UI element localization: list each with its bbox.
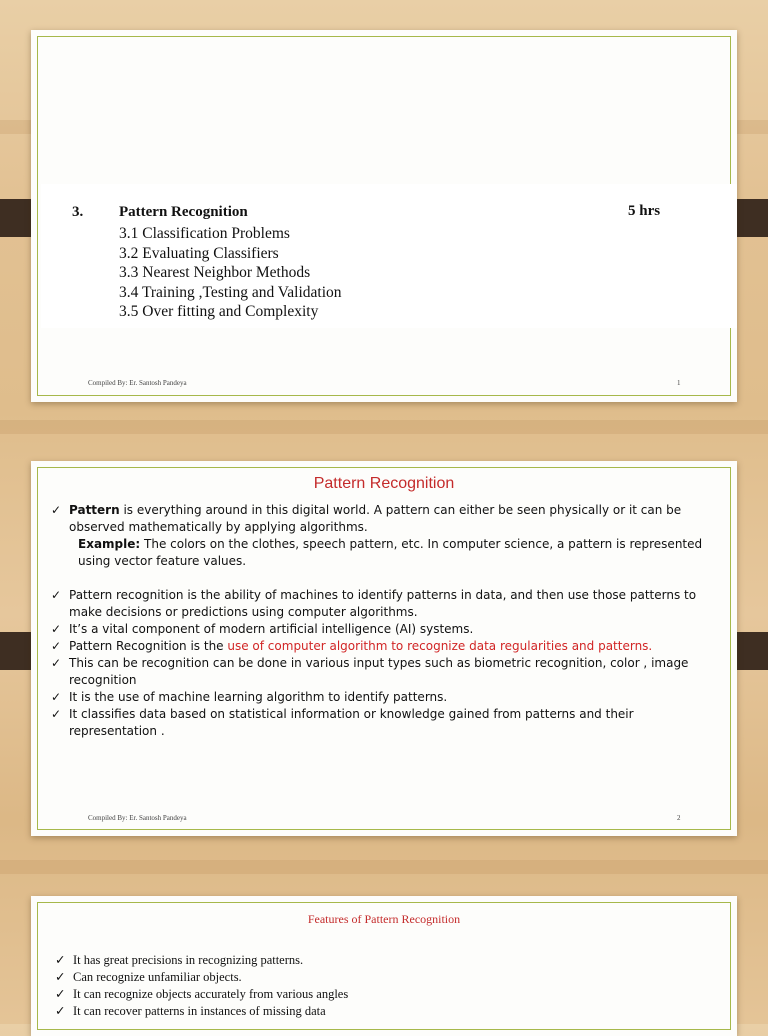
bullet-text: Can recognize unfamiliar objects. bbox=[73, 970, 242, 984]
subtopic-list bbox=[119, 224, 342, 322]
highlighted-definition: use of computer algorithm to recognize data regularities and patterns. bbox=[227, 639, 653, 653]
bullet-text: It’s a vital component of modern artificial intelligence (AI) systems. bbox=[69, 622, 474, 636]
example-text: The colors on the clothes, speech pattern, etc. In computer science, a pattern is represented using vector feature values. bbox=[78, 537, 703, 568]
slide-2 bbox=[31, 461, 737, 836]
section-heading: Pattern Recognition bbox=[119, 204, 248, 220]
bullet-text: This can be recognition can be done in various input types such as biometric recognition, color , image recognition bbox=[69, 656, 689, 687]
check-icon: ✓ bbox=[55, 970, 66, 984]
bullet-item bbox=[51, 689, 723, 706]
bullet-text: It classifies data based on statistical information or knowledge gained from patterns and their representation . bbox=[69, 707, 634, 738]
section-number: 3. bbox=[72, 204, 84, 220]
bullet-text: Pattern Recognition is the bbox=[69, 639, 228, 653]
page-number: 2 bbox=[677, 814, 681, 822]
bullet-text: It is the use of machine learning algorithm to identify patterns. bbox=[69, 690, 448, 704]
check-icon: ✓ bbox=[51, 588, 62, 602]
bullet-item bbox=[55, 986, 715, 1003]
slide-title: Pattern Recognition bbox=[313, 475, 455, 492]
subtopic-item: 3.5 Over fitting and Complexity bbox=[119, 303, 319, 321]
bullet-text: It has great precisions in recognizing patterns. bbox=[73, 953, 304, 967]
check-icon: ✓ bbox=[51, 639, 62, 653]
bullet-item bbox=[55, 952, 715, 969]
bullet-item bbox=[51, 638, 723, 655]
check-icon: ✓ bbox=[51, 707, 62, 721]
bullet-text: It can recover patterns in instances of missing data bbox=[73, 1004, 326, 1018]
slide-title: Features of Pattern Recognition bbox=[307, 912, 461, 926]
slide-3 bbox=[31, 896, 737, 1036]
syllabus-excerpt bbox=[41, 184, 737, 328]
slide-1 bbox=[31, 30, 737, 402]
check-icon: ✓ bbox=[51, 690, 62, 704]
bullet-text: It can recognize objects accurately from various angles bbox=[73, 987, 349, 1001]
bullet-item bbox=[51, 706, 723, 740]
bullet-item bbox=[51, 621, 723, 638]
bullet-item bbox=[51, 502, 723, 536]
check-icon: ✓ bbox=[55, 1004, 66, 1018]
check-icon: ✓ bbox=[55, 953, 66, 967]
subtopic-item: 3.4 Training ,Testing and Validation bbox=[119, 283, 342, 301]
page-number: 1 bbox=[677, 379, 681, 387]
bullet-item bbox=[51, 655, 723, 689]
section-hours: 5 hrs bbox=[628, 203, 661, 219]
slide-body bbox=[51, 502, 723, 740]
example-line bbox=[51, 536, 723, 570]
subtopic-item: 3.1 Classification Problems bbox=[119, 225, 290, 242]
slide-footer: Compiled By: Er. Santosh Pandeya bbox=[88, 379, 187, 387]
subtopic-item: 3.3 Nearest Neighbor Methods bbox=[119, 264, 311, 282]
bullet-text: Pattern recognition is the ability of machines to identify patterns in data, and then use those patterns to make decisions or predictions using computer algorithms. bbox=[69, 588, 697, 619]
bullet-item bbox=[55, 1003, 715, 1020]
example-label: Example: bbox=[78, 537, 141, 551]
subtopic-item: 3.2 Evaluating Classifiers bbox=[119, 244, 279, 262]
check-icon: ✓ bbox=[55, 987, 66, 1001]
bullet-item bbox=[55, 969, 715, 986]
check-icon: ✓ bbox=[51, 503, 62, 517]
term-pattern: Pattern bbox=[69, 503, 120, 517]
slide-footer: Compiled By: Er. Santosh Pandeya bbox=[88, 814, 187, 822]
check-icon: ✓ bbox=[51, 622, 62, 636]
check-icon: ✓ bbox=[51, 656, 62, 670]
bullet-text: is everything around in this digital world. A pattern can either be seen physically or it can be observed mathematically by applying algorithms. bbox=[69, 503, 682, 534]
bullet-item bbox=[51, 587, 723, 621]
slide-body bbox=[55, 952, 715, 1020]
